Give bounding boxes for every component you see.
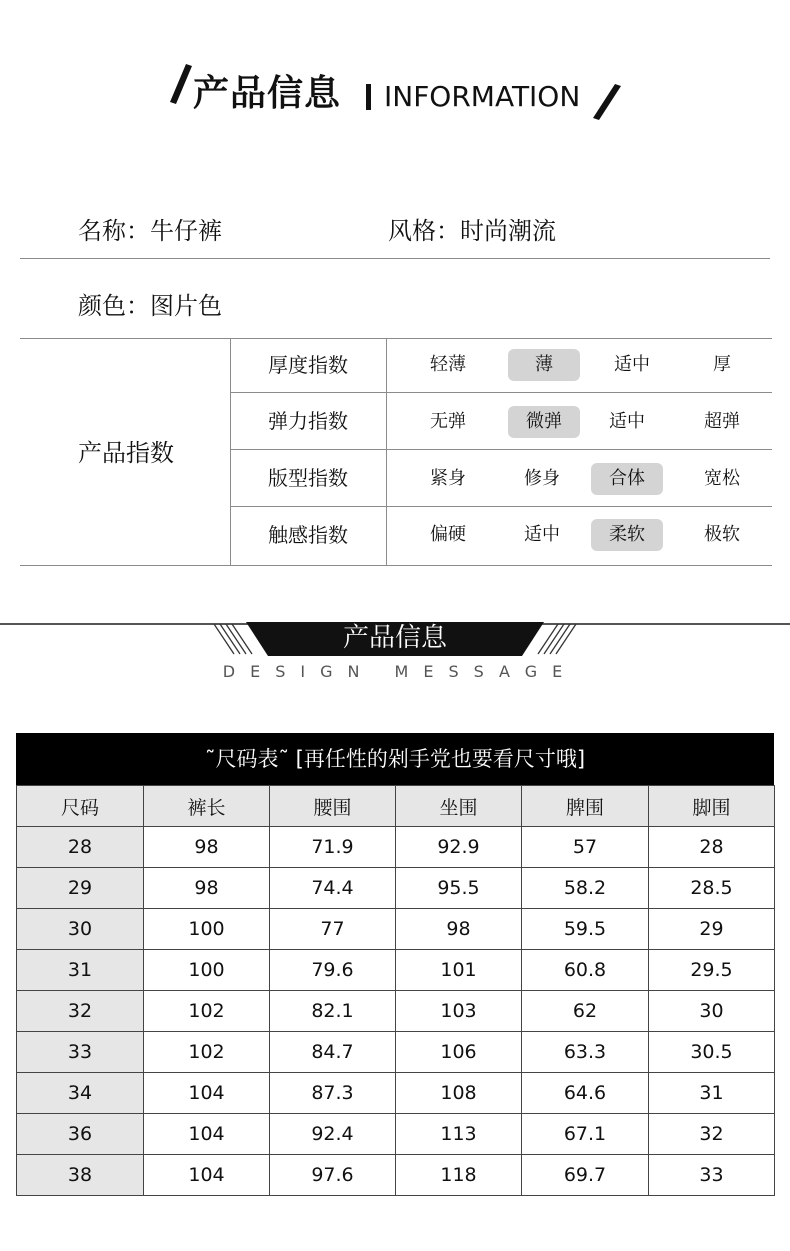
size-chart-header-row: [17, 786, 775, 827]
fit-option: 宽松: [704, 468, 740, 489]
table-cell: 92.4: [270, 1114, 396, 1155]
product-name: 名称：牛仔裤: [78, 217, 222, 245]
size-cell: 38: [17, 1155, 144, 1196]
table-cell: 87.3: [270, 1073, 396, 1114]
header-thigh: 脾围: [522, 786, 649, 827]
table-cell: 101: [396, 950, 522, 991]
header-leg-opening: 脚围: [649, 786, 775, 827]
header-slash-left-decoration: [170, 64, 192, 104]
index-row-divider: [230, 506, 772, 507]
table-cell: 103: [396, 991, 522, 1032]
table-cell: 32: [649, 1114, 775, 1155]
table-cell: 58.2: [522, 868, 649, 909]
size-cell: 30: [17, 909, 144, 950]
table-row: [17, 1032, 775, 1073]
table-cell: 106: [396, 1032, 522, 1073]
divider: [20, 338, 772, 339]
table-row: [17, 909, 775, 950]
size-cell: 34: [17, 1073, 144, 1114]
header-hip: 坐围: [396, 786, 522, 827]
divider: [20, 565, 772, 566]
header-length: 裤长: [144, 786, 270, 827]
table-cell: 108: [396, 1073, 522, 1114]
size-cell: 32: [17, 991, 144, 1032]
product-index-label: 产品指数: [78, 439, 174, 467]
index-row-divider: [230, 449, 772, 450]
table-cell: 29.5: [649, 950, 775, 991]
table-cell: 100: [144, 950, 270, 991]
index-name-thickness: 厚度指数: [268, 353, 348, 377]
table-row: [17, 827, 775, 868]
table-cell: 62: [522, 991, 649, 1032]
divider: [20, 258, 770, 259]
table-cell: 31: [649, 1073, 775, 1114]
table-cell: 97.6: [270, 1155, 396, 1196]
table-cell: 82.1: [270, 991, 396, 1032]
table-cell: 95.5: [396, 868, 522, 909]
table-cell: 29: [649, 909, 775, 950]
banner-title: 产品信息: [342, 623, 447, 653]
table-cell: 100: [144, 909, 270, 950]
table-cell: 64.6: [522, 1073, 649, 1114]
table-row: [17, 1073, 775, 1114]
table-cell: 33: [649, 1155, 775, 1196]
table-row: [17, 1114, 775, 1155]
size-cell: 36: [17, 1114, 144, 1155]
table-row: [17, 991, 775, 1032]
banner-subtitle: DESIGN MESSAGE: [222, 662, 578, 681]
thickness-option-selected: 薄: [508, 349, 580, 381]
header-size: 尺码: [17, 786, 144, 827]
table-cell: 28.5: [649, 868, 775, 909]
product-style: 风格：时尚潮流: [388, 217, 556, 245]
index-name-elasticity: 弹力指数: [268, 409, 348, 433]
table-cell: 77: [270, 909, 396, 950]
size-chart-title: ˜尺码表˜ [再任性的剁手党也要看尺寸哦]: [16, 733, 774, 785]
table-cell: 84.7: [270, 1032, 396, 1073]
table-cell: 92.9: [396, 827, 522, 868]
touch-option: 极软: [704, 524, 740, 545]
title-divider-bar: [366, 84, 371, 110]
size-cell: 28: [17, 827, 144, 868]
elasticity-option: 超弹: [704, 411, 740, 432]
table-cell: 102: [144, 1032, 270, 1073]
table-cell: 74.4: [270, 868, 396, 909]
table-cell: 57: [522, 827, 649, 868]
size-cell: 29: [17, 868, 144, 909]
table-cell: 104: [144, 1155, 270, 1196]
index-row-divider: [230, 392, 772, 393]
fit-option: 紧身: [430, 468, 466, 489]
size-cell: 33: [17, 1032, 144, 1073]
header-waist: 腰围: [270, 786, 396, 827]
table-cell: 59.5: [522, 909, 649, 950]
table-row: [17, 1155, 775, 1196]
thickness-option: 厚: [713, 354, 731, 375]
table-cell: 104: [144, 1114, 270, 1155]
table-cell: 113: [396, 1114, 522, 1155]
table-cell: 102: [144, 991, 270, 1032]
elasticity-option-selected: 微弹: [508, 406, 580, 438]
fit-option: 修身: [524, 468, 560, 489]
table-row: [17, 868, 775, 909]
index-name-touch: 触感指数: [268, 523, 348, 547]
elasticity-option: 适中: [609, 411, 645, 432]
thickness-option: 轻薄: [430, 354, 466, 375]
table-cell: 98: [144, 868, 270, 909]
elasticity-option: 无弹: [430, 411, 466, 432]
table-cell: 60.8: [522, 950, 649, 991]
table-cell: 28: [649, 827, 775, 868]
fit-option-selected: 合体: [591, 463, 663, 495]
table-cell: 98: [396, 909, 522, 950]
table-cell: 30.5: [649, 1032, 775, 1073]
product-color: 颜色：图片色: [78, 292, 222, 320]
header-slash-right-decoration: [593, 84, 621, 120]
size-cell: 31: [17, 950, 144, 991]
index-name-fit: 版型指数: [268, 466, 348, 490]
thickness-option: 适中: [614, 354, 650, 375]
table-cell: 69.7: [522, 1155, 649, 1196]
table-cell: 98: [144, 827, 270, 868]
page-title-english: INFORMATION: [384, 80, 581, 113]
table-cell: 67.1: [522, 1114, 649, 1155]
touch-option-selected: 柔软: [591, 519, 663, 551]
table-cell: 63.3: [522, 1032, 649, 1073]
table-cell: 79.6: [270, 950, 396, 991]
touch-option: 偏硬: [430, 524, 466, 545]
touch-option: 适中: [524, 524, 560, 545]
table-row: [17, 950, 775, 991]
page-title: 产品信息: [193, 73, 342, 114]
index-column-divider: [386, 338, 387, 565]
size-chart-table: [16, 785, 775, 1196]
table-cell: 104: [144, 1073, 270, 1114]
table-cell: 118: [396, 1155, 522, 1196]
table-cell: 71.9: [270, 827, 396, 868]
table-cell: 30: [649, 991, 775, 1032]
